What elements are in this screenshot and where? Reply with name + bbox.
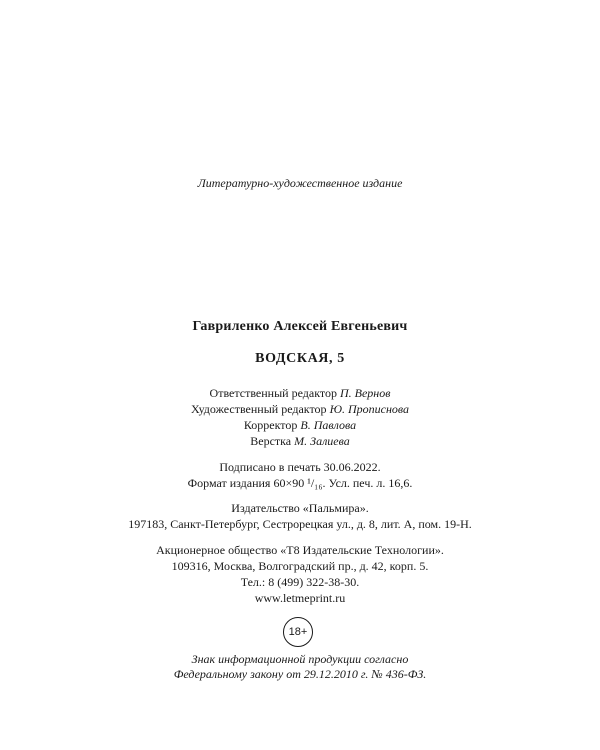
book-title: ВОДСКАЯ, 5: [255, 351, 345, 366]
edition-format: Формат издания 60×90 ¹/₁₆. Усл. печ. л. 16,6.: [187, 476, 413, 490]
credit-person: П. Вернов: [339, 386, 391, 400]
age-rating-badge: [283, 617, 313, 647]
law-notice-line: Знак информационной продукции согласно: [191, 652, 409, 666]
credit-line: [0, 402, 600, 416]
signed-date: Подписано в печать 30.06.2022.: [219, 460, 381, 474]
credit-person: М. Залиева: [294, 434, 350, 448]
credit-person: Ю. Прописнова: [329, 402, 410, 416]
law-notice-line: Федеральному закону от 29.12.2010 г. № 436-ФЗ.: [173, 667, 427, 681]
credit-role: Художественный редактор: [190, 402, 327, 416]
credit-line: [0, 386, 600, 400]
credit-role: Верстка: [250, 434, 292, 448]
printer-website: www.letmeprint.ru: [254, 591, 346, 605]
printer-phone: Тел.: 8 (499) 322-38-30.: [240, 575, 360, 589]
publisher-name: Издательство «Пальмира».: [231, 501, 369, 515]
printer-name: Акционерное общество «Т8 Издательские Технологии».: [156, 543, 444, 557]
credit-person: В. Павлова: [300, 418, 357, 432]
credit-line: [0, 434, 600, 448]
publisher-address: 197183, Санкт-Петербург, Сестрорецкая ул., д. 8, лит. А, пом. 19-Н.: [128, 517, 472, 531]
credit-role: Корректор: [243, 418, 298, 432]
printer-address: 109316, Москва, Волгоградский пр., д. 42, корп. 5.: [171, 559, 429, 573]
credit-line: [0, 418, 600, 432]
genre-label: Литературно-художественное издание: [197, 176, 403, 190]
age-rating-label: 18+: [288, 626, 308, 638]
credit-role: Ответственный редактор: [209, 386, 337, 400]
author-name: Гавриленко Алексей Евгеньевич: [192, 319, 408, 334]
